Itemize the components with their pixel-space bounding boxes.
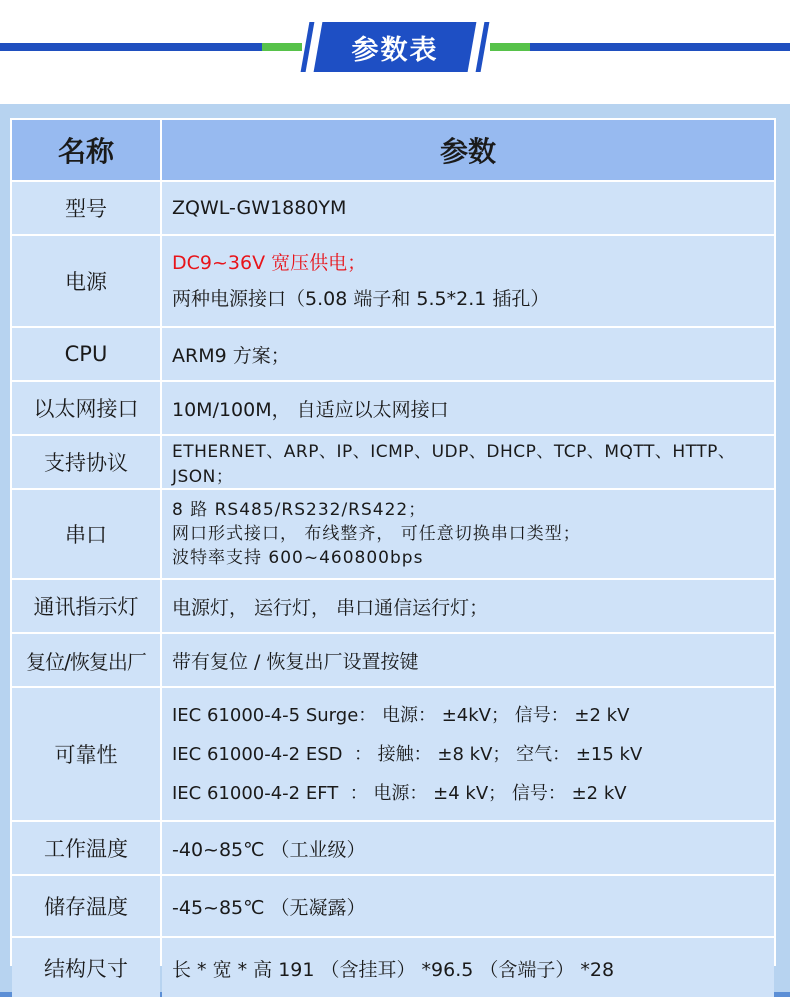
banner-line-left [0,43,268,51]
row-label-cpu: CPU [12,328,160,380]
title-banner [0,0,790,90]
row-label-reliability: 可靠性 [12,688,160,820]
row-value-storage-temp: -45~85℃ （无凝露） [162,876,774,936]
table-header-name: 名称 [12,120,160,180]
reliability-line: IEC 61000-4-2 EFT ： 电源： ±4 kV； 信号： ±2 kV [172,782,627,804]
row-value-serial [162,490,774,578]
banner-line-right [522,43,790,51]
row-value-ethernet: 10M/100M， 自适应以太网接口 [162,382,774,434]
row-value-power [162,236,774,326]
row-value-model: ZQWL-GW1880YM [162,182,774,234]
row-value-reliability [162,688,774,820]
power-detail-text: 两种电源接口（5.08 端子和 5.5*2.1 插孔） [172,288,550,310]
row-label-indicators: 通讯指示灯 [12,580,160,632]
row-label-protocols: 支持协议 [12,436,160,488]
row-value-operating-temp: -40~85℃ （工业级） [162,822,774,874]
row-label-operating-temp: 工作温度 [12,822,160,874]
table-header-value: 参数 [162,120,774,180]
row-label-reset: 复位/恢复出厂 [12,634,160,686]
banner-accent-right [490,43,530,51]
banner-accent-left [262,43,302,51]
row-label-power: 电源 [12,236,160,326]
row-value-dimensions: 长 * 宽 * 高 191 （含挂耳） *96.5 （含端子） *28 [162,938,774,997]
row-value-protocols: ETHERNET、ARP、IP、ICMP、UDP、DHCP、TCP、MQTT、HTTP、JSON； [162,436,774,488]
power-highlight-text: DC9~36V 宽压供电； [172,252,367,274]
row-value-cpu: ARM9 方案； [162,328,774,380]
spec-table [10,118,776,981]
row-label-storage-temp: 储存温度 [12,876,160,936]
row-label-model: 型号 [12,182,160,234]
serial-line: 8 路 RS485/RS232/RS422； [172,500,427,520]
row-value-reset: 带有复位 / 恢复出厂设置按键 [162,634,774,686]
serial-line: 波特率支持 600~460800bps [172,548,424,568]
row-label-serial: 串口 [12,490,160,578]
page-title: 参数表 [351,34,439,66]
reliability-line: IEC 61000-4-2 ESD ： 接触： ±8 kV； 空气： ±15 kV [172,743,643,765]
row-value-indicators: 电源灯， 运行灯， 串口通信运行灯； [162,580,774,632]
row-label-ethernet: 以太网接口 [12,382,160,434]
serial-line: 网口形式接口， 布线整齐， 可任意切换串口类型； [172,524,581,544]
reliability-line: IEC 61000-4-5 Surge： 电源： ±4kV； 信号： ±2 kV [172,704,630,726]
row-label-dimensions: 结构尺寸 [12,938,160,997]
